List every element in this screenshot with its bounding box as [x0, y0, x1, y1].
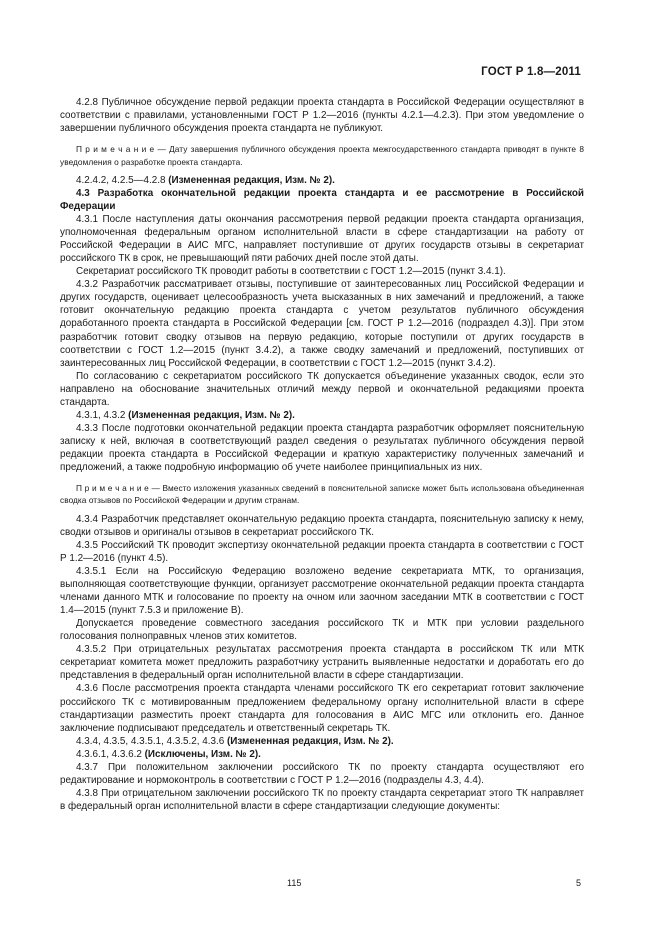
paragraph-text: 4.3.5 Российский ТК проводит экспертизу окончательной редакции проекта стандарта в соответствии с ГОСТ Р 1.2—2016 (пункт 4.5).: [60, 539, 584, 564]
body-paragraph: [60, 761, 584, 787]
paragraph-text: П р и м е ч а н и е — Дату завершения публичного обсуждения проекта межгосударственного стандарта приводят в пункте 8 уведомления о разработке проекта стандарта.: [60, 144, 584, 167]
body-paragraph: [60, 643, 584, 682]
paragraph-text: 4.3.2 Разработчик рассматривает отзывы, поступившие от заинтересованных лиц Российской Федерации и других государств, оценивает целесообразность учета высказанных в них замечаний и предложений, а также готовит окончательную редакцию проекта стандарта с учетом результатов публичного обсуждения доработанного проекта стандарта в Российской Федерации [см. ГОСТ Р 1.2—2016 (подраздел 4.3)]. При этом разработчик готовит сводку отзывов на первую редакцию, которые поступили от других государств в соответствии с ГОСТ 1.2—2015 (пункт 3.4.2), а также сводку замечаний и предложений, поступивших от заинтересованных лиц Российской Федерации, в соответствии с ГОСТ 1.2—2015 (пункт 3.4.2).: [60, 279, 584, 369]
body-paragraph: [60, 617, 584, 643]
paragraph-text: 4.2.4.2, 4.2.5—4.2.8: [76, 174, 169, 186]
document-header: ГОСТ Р 1.8—2011: [481, 66, 581, 78]
body-paragraph: [60, 539, 584, 565]
body-paragraph: [60, 682, 584, 734]
body-paragraph: [60, 787, 584, 813]
paragraph-text: 4.3.5.2 При отрицательных результатах рассмотрения проекта стандарта в российском ТК или МТК секретариат комитета может предложить разработчику устранить выявленные недостатки и доработать его до представления в федеральный орган исполнительной власти в сфере стандартизации.: [60, 644, 584, 682]
body-paragraph: [60, 735, 584, 748]
body-paragraph: [60, 513, 584, 539]
paragraph-text: 4.3.1 После наступления даты окончания рассмотрения первой редакции проекта стандарта организация, уполномоченная федеральным органом исполнительной власти в сфере стандартизации на работу от Российской Федерации в АИС МГС, направляет поступившие от других государств отзывы в секретариат российского ТК в срок, не превышающий пяти рабочих дней после этой даты.: [60, 214, 584, 265]
body-paragraph: [60, 409, 584, 422]
paragraph-text: 4.3 Разработка окончательной редакции проекта стандарта и ее рассмотрение в Российской Федерации: [60, 188, 584, 213]
amendment-note: (Измененная редакция, Изм. № 2).: [128, 409, 295, 421]
paragraph-text: П р и м е ч а н и е — Вместо изложения указанных сведений в пояснительной записке может быть использована объединенная сводка отзывов по Российской Федерации и другим странам.: [60, 483, 584, 506]
body-paragraph: [60, 370, 584, 409]
note-paragraph: [60, 482, 584, 507]
paragraph-text: 4.3.4, 4.3.5, 4.3.5.1, 4.3.5.2, 4.3.6: [76, 735, 227, 747]
paragraph-text: По согласованию с секретариатом российского ТК допускается объединение указанных сводок, если это направлено на обоснование значительных отличий между первой и окончательной редакциями проекта стандарта.: [60, 370, 584, 408]
section-heading: [60, 187, 584, 213]
body-paragraph: [60, 565, 584, 617]
paragraph-text: 4.2.8 Публичное обсуждение первой редакции проекта стандарта в Российской Федерации осуществляют в соответствии с правилами, установленными ГОСТ Р 1.2—2016 (пункты 4.2.1—4.2.3). При этом уведомление о завершении публичного обсуждения проекта стандарта не публикуют.: [60, 97, 584, 135]
body-paragraph: [60, 278, 584, 369]
body-paragraph: [60, 96, 584, 135]
paragraph-text: 4.3.6 После рассмотрения проекта стандарта членами российского ТК его секретариат готовит заключение российского ТК с мотивированным предложением федеральному органу исполнительной власти в сфере стандартизации разместить проект стандарта для голосования в АИС МГС или отклонить его. Данное заключение подписывают председатель и ответственный секретарь ТК.: [60, 683, 584, 734]
amendment-note: (Измененная редакция, Изм. № 2).: [168, 174, 335, 186]
page-body: [60, 96, 584, 813]
page-number-right: 5: [575, 878, 581, 888]
body-paragraph: [60, 748, 584, 761]
paragraph-text: 4.3.5.1 Если на Российскую Федерацию возложено ведение секретариата МТК, то организация, выполняющая соответствующие функции, организует рассмотрение окончательной редакции проекта стандарта членами данного МТК и голосование по проекту на очном или заочном заседании МТК в соответствии с ГОСТ 1.4—2015 (пункт 7.5.3 и приложение В).: [60, 566, 584, 617]
paragraph-text: 4.3.7 При положительном заключении российского ТК по проекту стандарта осуществляют его редактирование и нормоконтроль в соответствии с ГОСТ Р 1.2—2016 (подразделы 4.3, 4.4).: [60, 761, 584, 786]
amendment-note: (Измененная редакция, Изм. № 2).: [226, 735, 394, 747]
paragraph-text: 4.3.1, 4.3.2: [76, 409, 129, 421]
paragraph-text: 4.3.8 При отрицательном заключении российского ТК по проекту стандарта секретариат этого ТК направляет в федеральный орган исполнительной власти в сфере стандартизации следующие документы:: [60, 787, 584, 812]
paragraph-text: 4.3.4 Разработчик представляет окончательную редакцию проекта стандарта, пояснительную записку к нему, сводки отзывов и оригиналы отзывов в секретариат российского ТК.: [60, 513, 584, 538]
amendment-note: (Исключены, Изм. № 2).: [144, 748, 261, 760]
paragraph-text: 4.3.6.1, 4.3.6.2: [76, 748, 145, 760]
body-paragraph: [60, 174, 584, 187]
page-number-center: 115: [287, 878, 302, 888]
paragraph-text: Допускается проведение совместного заседания российского ТК и МТК при условии раздельного голосования полноправных членов этих комитетов.: [60, 618, 584, 643]
body-paragraph: [60, 422, 584, 474]
body-paragraph: [60, 265, 584, 278]
body-paragraph: [60, 213, 584, 265]
note-paragraph: [60, 143, 584, 168]
paragraph-text: 4.3.3 После подготовки окончательной редакции проекта стандарта разработчик оформляет пояснительную записку к ней, включая в соответствующий раздел сведения о результатах публичного обсуждения первой редакции проекта стандарта в Российской Федерации и краткую характеристику полученных замечаний и предложений, а также подробную информацию об учете наиболее принципиальных из них.: [60, 422, 584, 473]
paragraph-text: Секретариат российского ТК проводит работы в соответствии с ГОСТ 1.2—2015 (пункт 3.4.1).: [76, 266, 506, 278]
